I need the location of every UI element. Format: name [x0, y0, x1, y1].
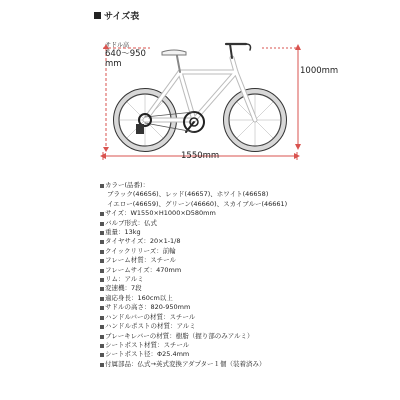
spec-accessories: 付属部品：仏式→英式変換アダプター１個（装着済み）: [105, 359, 266, 368]
spec-item-frame-size: [100, 266, 396, 275]
spec-item-rider-height: [100, 294, 396, 303]
spec-item-valve: [100, 219, 396, 228]
spec-seat-post-diameter: シートポスト径：Φ25.4mm: [105, 350, 190, 359]
bullet-icon: [100, 353, 104, 357]
spec-color-line2: イエロー(46659)、グリーン(46660)、スカイブルー(46661): [107, 199, 288, 208]
spec-frame-size: フレームサイズ：470mm: [105, 265, 182, 274]
spec-item-saddle-height: [100, 303, 396, 312]
spec-saddle-height: サドルの高さ：820-950mm: [105, 303, 191, 312]
bullet-icon: [100, 231, 104, 235]
saddle-height-unit: mm: [105, 59, 122, 69]
spec-item-accessories: [100, 360, 396, 369]
bullet-icon: [100, 222, 104, 226]
spec-quick-release: クイックリリーズ：前輪: [105, 246, 176, 255]
bullet-icon: [100, 269, 104, 273]
height-label: 1000mm: [300, 66, 339, 76]
spec-item-handle-post: [100, 322, 396, 331]
bullet-icon: [100, 335, 104, 339]
spec-item-seat-post-diameter: [100, 350, 396, 359]
spec-tire: タイヤサイズ：20×1-1/8: [105, 237, 181, 246]
spec-item-color: [100, 181, 396, 209]
spec-handle-post: ハンドルポストの材質：アルミ: [105, 322, 196, 331]
bullet-icon: [100, 240, 104, 244]
spec-item-size: [100, 209, 396, 218]
spec-valve: バルブ形式：仏式: [105, 218, 157, 227]
spec-size: サイズ：W1550×H1000×D580mm: [105, 209, 216, 218]
bullet-icon: [100, 278, 104, 282]
bullet-icon: [100, 212, 104, 216]
bullet-icon: [100, 259, 104, 263]
spec-gears: 変速機：7段: [105, 284, 142, 293]
bullet-icon: [100, 363, 104, 367]
spec-item-tire: [100, 237, 396, 246]
spec-handlebar: ハンドルバーの材質：スチール: [105, 312, 196, 321]
spec-item-handlebar: [100, 313, 396, 322]
bullet-icon: [100, 250, 104, 254]
bullet-icon: [100, 306, 104, 310]
bullet-icon: [100, 297, 104, 301]
spec-color-line1: ブラック(46656)、レッド(46657)、ホワイト(46658): [107, 190, 269, 199]
spec-list: [100, 181, 396, 369]
bullet-icon: [100, 184, 104, 188]
saddle-height-caption: サドル高: [105, 42, 130, 49]
spec-item-brake-lever: [100, 332, 396, 341]
spec-brake-lever: ブレーキレバーの材質：樹脂（握り部のみアルミ）: [105, 331, 254, 340]
length-label: 1550mm: [181, 151, 220, 161]
bullet-icon: [100, 325, 104, 329]
saddle-height-value: 640～950: [105, 49, 146, 59]
spec-frame-material: フレーム材質：スチール: [105, 256, 176, 265]
bullet-icon: [100, 287, 104, 291]
spec-weight: 重量：13kg: [105, 228, 141, 237]
spec-item-rim: [100, 275, 396, 284]
bullet-icon: [100, 316, 104, 320]
spec-item-frame-material: [100, 256, 396, 265]
saddle-height-label: [105, 40, 165, 69]
bullet-icon: [100, 344, 104, 348]
spec-seat-post-material: シートポスト材質：スチール: [105, 340, 190, 349]
spec-item-quick: [100, 247, 396, 256]
bicycle-diagram: [0, 0, 400, 172]
spec-rider-height: 適応身長：160cm以上: [105, 293, 173, 302]
section-title: サイズ表: [104, 12, 140, 22]
spec-color-label: カラー(品番)：: [105, 181, 150, 189]
spec-rim: リム：アルミ: [105, 275, 144, 284]
spec-item-gears: [100, 284, 396, 293]
spec-item-seat-post-material: [100, 341, 396, 350]
bicycle-size-figure: [0, 0, 400, 172]
